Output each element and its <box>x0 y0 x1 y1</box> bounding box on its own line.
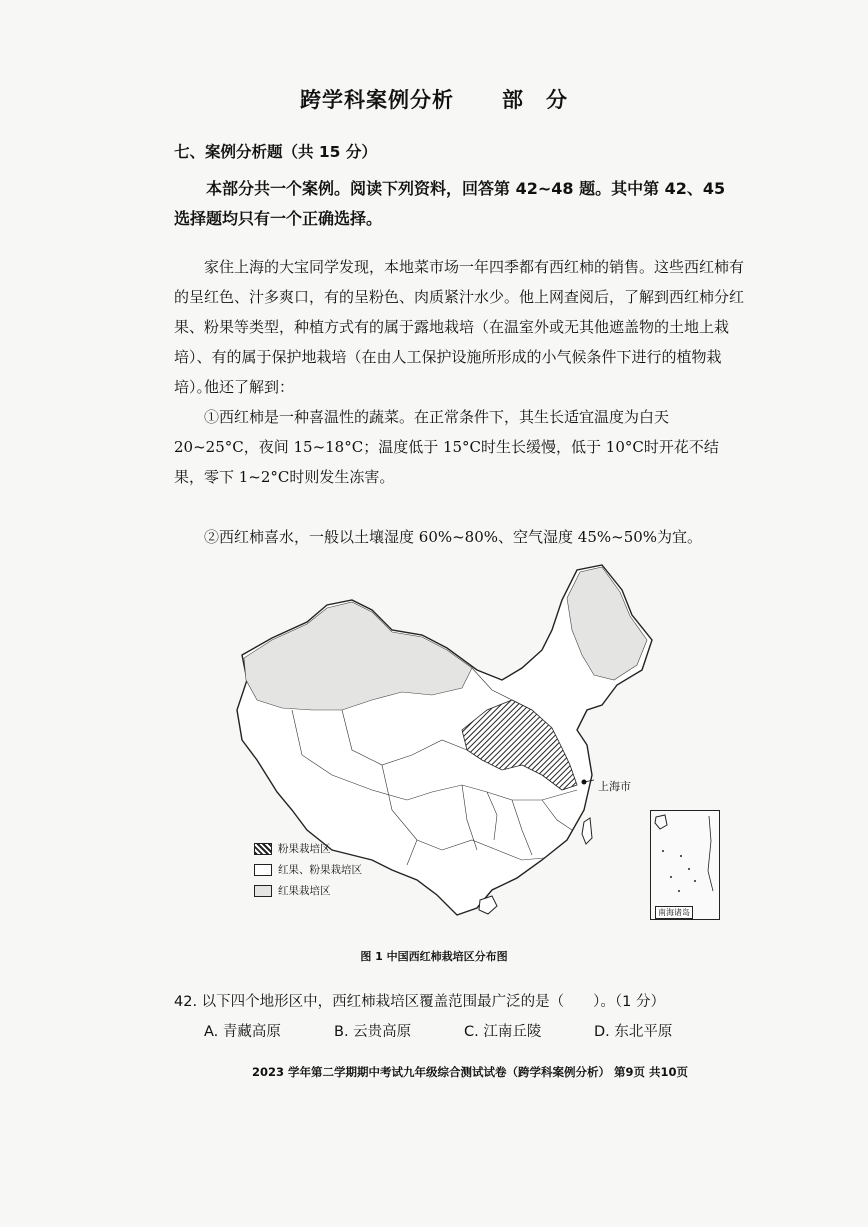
taiwan-island <box>582 818 592 844</box>
section-heading: 七、案例分析题（共 15 分） <box>174 143 377 161</box>
case-paragraph-1: 家住上海的大宝同学发现，本地菜市场一年四季都有西红柿的销售。这些西红柿有的呈红色、汁多爽口，有的呈粉色、肉质紧汁水少。他上网查阅后，了解到西红柿分红果、粉果等类型，种植方式有的属于露地栽培（在温室外或无其他遮盖物的土地上栽培）、有的属于保护地栽培（在由人工保护设施所形成的小气候条件下进行的植物栽培）。 <box>174 258 745 396</box>
option-d[interactable]: D. 东北平原 <box>594 1024 673 1040</box>
case-paragraph-4: ②西红柿喜水，一般以土壤湿度 60%~80%、空气湿度 45%~50%为宜。 <box>204 528 703 546</box>
inset-label: 南海诸岛 <box>655 906 693 919</box>
case-paragraph-3: ①西红柿是一种喜温性的蔬菜。在正常条件下，其生长适宜温度为白天 20~25°C，夜间 15~18°C；温度低于 15°C时生长缓慢，低于 10°C时开花不结果，零下 1~2°C时则发生冻害。 <box>174 408 719 486</box>
page-title <box>0 84 868 114</box>
inset-map <box>651 811 719 919</box>
legend-label-red: 红果栽培区 <box>278 885 331 897</box>
red-fruit-zone <box>244 602 472 710</box>
title-right: 部 分 <box>502 88 568 112</box>
page-footer: 2023 学年第二学期期中考试九年级综合测试试卷（跨学科案例分析） 第9页 共10页 <box>252 1065 689 1079</box>
map-legend <box>254 838 362 901</box>
legend-item-red <box>254 880 362 901</box>
legend-label-pink: 粉果栽培区 <box>278 843 331 855</box>
legend-item-pink <box>254 838 362 859</box>
question-42-options <box>204 1020 764 1041</box>
question-42: 42. 以下四个地形区中，西红柿栽培区覆盖范围最广泛的是（ ）。（1 分） <box>174 994 666 1010</box>
section-intro: 本部分共一个案例。阅读下列资料，回答第 42~48 题。其中第 42、45 选择题均只有一个正确选择。 <box>174 179 726 228</box>
case-paragraph-2: 他还了解到： <box>204 378 295 396</box>
legend-label-mixed: 红果、粉果栽培区 <box>278 864 362 876</box>
shanghai-label: 上海市 <box>598 780 631 793</box>
option-a[interactable]: A. 青藏高原 <box>204 1024 281 1040</box>
legend-item-mixed <box>254 859 362 880</box>
south-china-sea-inset <box>650 810 720 920</box>
option-c[interactable]: C. 江南丘陵 <box>464 1024 542 1040</box>
title-left: 跨学科案例分析 <box>300 88 454 112</box>
option-b[interactable]: B. 云贵高原 <box>334 1024 412 1040</box>
legend-swatch-pink <box>254 843 272 855</box>
legend-swatch-red <box>254 885 272 897</box>
figure-caption: 图 1 中国西红柿栽培区分布图 <box>360 950 508 963</box>
legend-swatch-mixed <box>254 864 272 876</box>
